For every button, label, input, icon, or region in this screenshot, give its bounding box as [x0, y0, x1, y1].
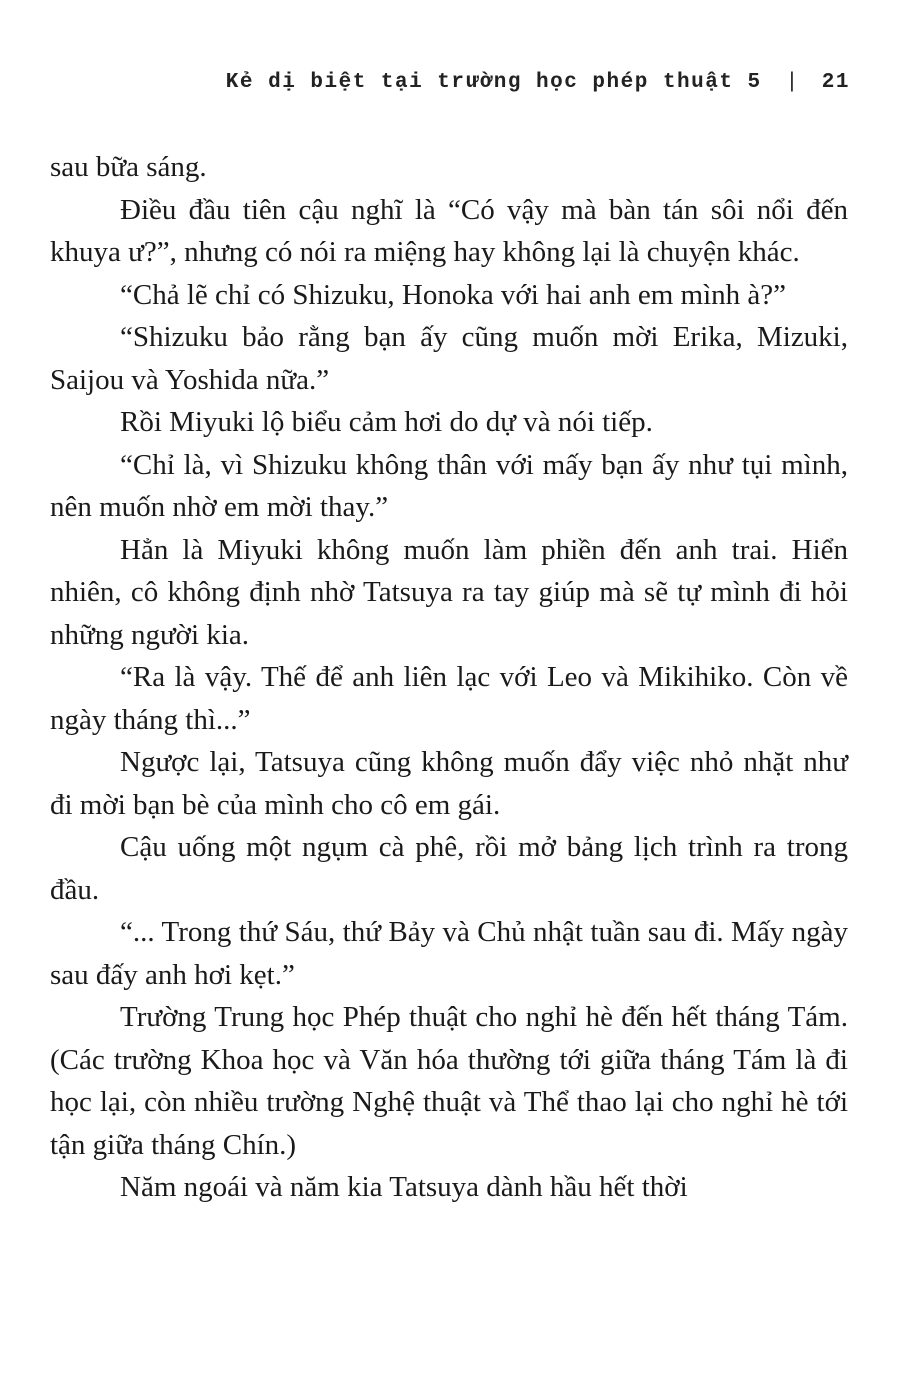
header-separator: |	[785, 70, 800, 94]
running-header	[150, 62, 850, 102]
paragraph: Ngược lại, Tatsuya cũng không muốn đẩy việc nhỏ nhặt như đi mời bạn bè của mình cho cô em gái.	[50, 746, 848, 821]
paragraph: Năm ngoái và năm kia Tatsuya dành hầu hết thời	[120, 1171, 688, 1203]
body-text	[50, 146, 848, 1209]
paragraph: Cậu uống một ngụm cà phê, rồi mở bảng lịch trình ra trong đầu.	[50, 831, 848, 906]
page-number: 21	[821, 70, 850, 94]
paragraph: “Shizuku bảo rằng bạn ấy cũng muốn mời Erika, Mizuki, Saijou và Yoshida nữa.”	[50, 321, 848, 396]
paragraph: “Chả lẽ chỉ có Shizuku, Honoka với hai anh em mình à?”	[120, 278, 787, 311]
paragraph: “Chỉ là, vì Shizuku không thân với mấy bạn ấy như tụi mình, nên muốn nhờ em mời thay.”	[50, 448, 848, 523]
paragraph: Điều đầu tiên cậu nghĩ là “Có vậy mà bàn tán sôi nổi đến khuya ư?”, nhưng có nói ra miệng hay không lại là chuyện khác.	[50, 193, 848, 268]
book-title: Kẻ dị biệt tại trường học phép thuật 5	[225, 70, 762, 94]
paragraph: Trường Trung học Phép thuật cho nghỉ hè đến hết tháng Tám. (Các trường Khoa học và Văn hóa thường tới giữa tháng Tám là đi học lại, còn nhiều trường Nghệ thuật và Thể thao lại cho nghỉ hè tới tận giữa tháng Chín.)	[50, 1001, 848, 1161]
paragraph: Hẳn là Miyuki không muốn làm phiền đến anh trai. Hiển nhiên, cô không định nhờ Tatsuya ra tay giúp mà sẽ tự mình đi hỏi những người kia.	[50, 533, 848, 651]
paragraph: “... Trong thứ Sáu, thứ Bảy và Chủ nhật tuần sau đi. Mấy ngày sau đấy anh hơi kẹt.”	[50, 916, 848, 991]
paragraph: Rồi Miyuki lộ biểu cảm hơi do dự và nói tiếp.	[120, 406, 653, 438]
paragraph: sau bữa sáng.	[50, 151, 207, 183]
paragraph: “Ra là vậy. Thế để anh liên lạc với Leo và Mikihiko. Còn về ngày tháng thì...”	[50, 661, 848, 736]
